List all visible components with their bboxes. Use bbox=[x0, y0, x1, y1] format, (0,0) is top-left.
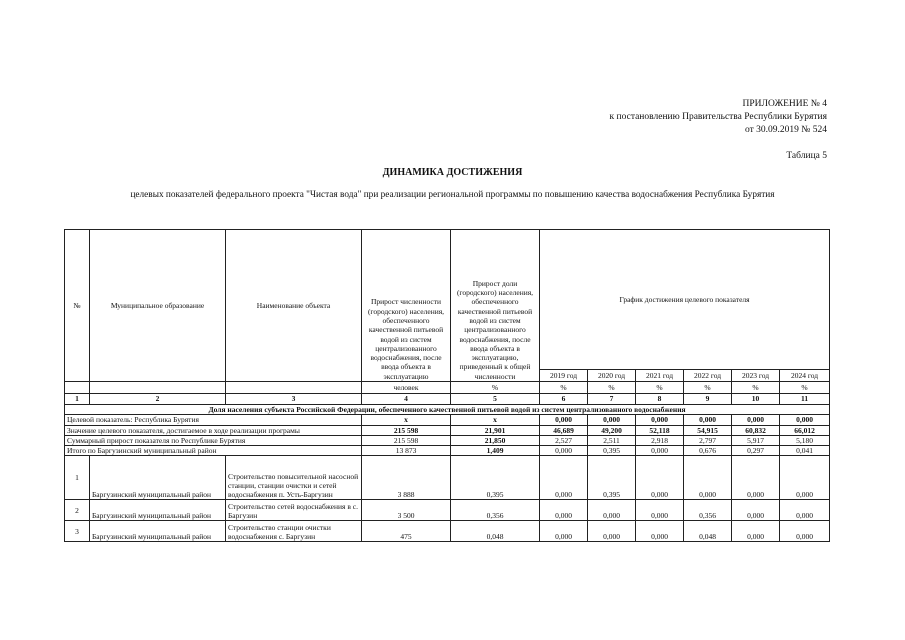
colnum-11: 11 bbox=[780, 394, 830, 405]
row-object: Строительство повысительной насосной станции, станции очистки и сетей водоснабжения п. Усть-Баргузин bbox=[226, 456, 362, 500]
col-num-header: № bbox=[65, 230, 90, 382]
summary-label: Суммарный прирост показателя по Республике Бурятия bbox=[65, 435, 362, 445]
appendix-resolution: к постановлению Правительства Республики Бурятия bbox=[609, 112, 827, 122]
summary-val: 0,000 bbox=[588, 415, 636, 425]
summary-label: Итого по Баргузинский муниципальный район bbox=[65, 446, 362, 456]
row-val: 0,000 bbox=[780, 456, 830, 500]
row-pop: 475 bbox=[362, 521, 451, 542]
summary-pop: 13 873 bbox=[362, 446, 451, 456]
year-2021: 2021 год bbox=[636, 370, 684, 382]
summary-val: 0,676 bbox=[684, 446, 732, 456]
summary-val: 0,000 bbox=[636, 415, 684, 425]
col-schedule-header: График достижения целевого показателя bbox=[540, 230, 830, 370]
summary-share: 21,850 bbox=[451, 435, 540, 445]
colnum-6: 6 bbox=[540, 394, 588, 405]
year-2020: 2020 год bbox=[588, 370, 636, 382]
summary-val: 0,297 bbox=[732, 446, 780, 456]
unit-2023: % bbox=[732, 382, 780, 394]
summary-share: 21,901 bbox=[451, 425, 540, 435]
col-object-header: Наименование объекта bbox=[226, 230, 362, 382]
colnum-3: 3 bbox=[226, 394, 362, 405]
colnum-5: 5 bbox=[451, 394, 540, 405]
summary-val: 2,797 bbox=[684, 435, 732, 445]
summary-val: 2,511 bbox=[588, 435, 636, 445]
summary-val: 49,200 bbox=[588, 425, 636, 435]
row-val: 0,000 bbox=[636, 456, 684, 500]
row-share: 0,395 bbox=[451, 456, 540, 500]
row-val: 0,000 bbox=[636, 521, 684, 542]
summary-row-target bbox=[65, 415, 830, 425]
summary-pop: 215 598 bbox=[362, 435, 451, 445]
year-2024: 2024 год bbox=[780, 370, 830, 382]
summary-val: 0,000 bbox=[636, 446, 684, 456]
row-pop: 3 500 bbox=[362, 500, 451, 521]
colnum-2: 2 bbox=[90, 394, 226, 405]
row-val: 0,356 bbox=[684, 500, 732, 521]
table-row bbox=[65, 521, 830, 542]
row-share: 0,356 bbox=[451, 500, 540, 521]
summary-val: 5,180 bbox=[780, 435, 830, 445]
summary-row-growth bbox=[65, 435, 830, 445]
document-title: ДИНАМИКА ДОСТИЖЕНИЯ bbox=[382, 167, 523, 178]
summary-label: Значение целевого показателя, достигаемое в ходе реализации програмы bbox=[65, 425, 362, 435]
table-row bbox=[65, 456, 830, 500]
row-share: 0,048 bbox=[451, 521, 540, 542]
summary-val: 5,917 bbox=[732, 435, 780, 445]
section-title: Доля населения субъекта Российской Федерации, обеспеченного качественной питьевой водой из систем централизованного водоснабжения bbox=[65, 405, 830, 415]
row-object: Строительство станции очистки водоснабжения с. Баргузин bbox=[226, 521, 362, 542]
colnum-8: 8 bbox=[636, 394, 684, 405]
header-row bbox=[65, 230, 830, 370]
row-val: 0,048 bbox=[684, 521, 732, 542]
row-val: 0,000 bbox=[540, 500, 588, 521]
summary-val: 54,915 bbox=[684, 425, 732, 435]
row-num: 2 bbox=[65, 500, 90, 521]
col-municipality-header: Муниципальное образование bbox=[90, 230, 226, 382]
summary-val: 2,527 bbox=[540, 435, 588, 445]
summary-pop: х bbox=[362, 415, 451, 425]
row-val: 0,000 bbox=[780, 521, 830, 542]
summary-share: 1,409 bbox=[451, 446, 540, 456]
document-subtitle: целевых показателей федерального проекта "Чистая вода" при реализации региональной программы по повышению качества водоснабжения Республика Бурятия bbox=[130, 190, 775, 200]
row-val: 0,000 bbox=[732, 500, 780, 521]
colnum-7: 7 bbox=[588, 394, 636, 405]
units-row bbox=[65, 382, 830, 394]
row-municipality: Баргузинский муниципальный район bbox=[90, 521, 226, 542]
row-object: Строительство сетей водоснабжения в с. Баргузин bbox=[226, 500, 362, 521]
table-row bbox=[65, 500, 830, 521]
summary-val: 0,000 bbox=[540, 446, 588, 456]
summary-row-district-total bbox=[65, 446, 830, 456]
summary-share: х bbox=[451, 415, 540, 425]
col-growth-share-header: Прирост доли (городского) населения, обеспеченного качественной питьевой водой из систем централизованного водоснабжения, после ввода объекта в эксплуатацию, приведенный к общей численности bbox=[451, 230, 540, 382]
row-num: 3 bbox=[65, 521, 90, 542]
summary-val: 0,000 bbox=[780, 415, 830, 425]
row-val: 0,000 bbox=[636, 500, 684, 521]
col-growth-pop-header: Прирост численности (городского) населения, обеспеченного качественной питьевой водой из систем централизованного водоснабжения, после ввода объекта в эксплуатацию bbox=[362, 230, 451, 382]
row-val: 0,000 bbox=[732, 456, 780, 500]
unit-2022: % bbox=[684, 382, 732, 394]
summary-label: Целевой показатель: Республика Бурятия bbox=[65, 415, 362, 425]
section-row bbox=[65, 405, 830, 415]
colnum-1: 1 bbox=[65, 394, 90, 405]
row-val: 0,000 bbox=[540, 521, 588, 542]
summary-val: 0,000 bbox=[540, 415, 588, 425]
unit-2024: % bbox=[780, 382, 830, 394]
unit-2020: % bbox=[588, 382, 636, 394]
row-val: 0,000 bbox=[780, 500, 830, 521]
appendix-date: от 30.09.2019 № 524 bbox=[745, 125, 827, 135]
unit-2021: % bbox=[636, 382, 684, 394]
row-num: 1 bbox=[65, 456, 90, 500]
year-2023: 2023 год bbox=[732, 370, 780, 382]
row-val: 0,395 bbox=[588, 456, 636, 500]
row-val: 0,000 bbox=[540, 456, 588, 500]
row-municipality: Баргузинский муниципальный район bbox=[90, 500, 226, 521]
summary-row-achieved bbox=[65, 425, 830, 435]
colnum-4: 4 bbox=[362, 394, 451, 405]
row-val: 0,000 bbox=[588, 521, 636, 542]
unit-pop: человек bbox=[362, 382, 451, 394]
row-pop: 3 888 bbox=[362, 456, 451, 500]
table-label: Таблица 5 bbox=[786, 151, 827, 161]
year-2019: 2019 год bbox=[540, 370, 588, 382]
summary-val: 2,918 bbox=[636, 435, 684, 445]
row-val: 0,000 bbox=[684, 456, 732, 500]
unit-2019: % bbox=[540, 382, 588, 394]
summary-pop: 215 598 bbox=[362, 425, 451, 435]
indicators-table bbox=[64, 229, 830, 542]
row-val: 0,000 bbox=[588, 500, 636, 521]
unit-share: % bbox=[451, 382, 540, 394]
summary-val: 46,689 bbox=[540, 425, 588, 435]
summary-val: 60,832 bbox=[732, 425, 780, 435]
appendix-number: ПРИЛОЖЕНИЕ № 4 bbox=[742, 99, 827, 109]
summary-val: 66,012 bbox=[780, 425, 830, 435]
column-numbers-row bbox=[65, 394, 830, 405]
colnum-9: 9 bbox=[684, 394, 732, 405]
summary-val: 0,041 bbox=[780, 446, 830, 456]
row-val: 0,000 bbox=[732, 521, 780, 542]
colnum-10: 10 bbox=[732, 394, 780, 405]
summary-val: 0,000 bbox=[732, 415, 780, 425]
summary-val: 0,395 bbox=[588, 446, 636, 456]
summary-val: 0,000 bbox=[684, 415, 732, 425]
row-municipality: Баргузинский муниципальный район bbox=[90, 456, 226, 500]
summary-val: 52,118 bbox=[636, 425, 684, 435]
year-2022: 2022 год bbox=[684, 370, 732, 382]
